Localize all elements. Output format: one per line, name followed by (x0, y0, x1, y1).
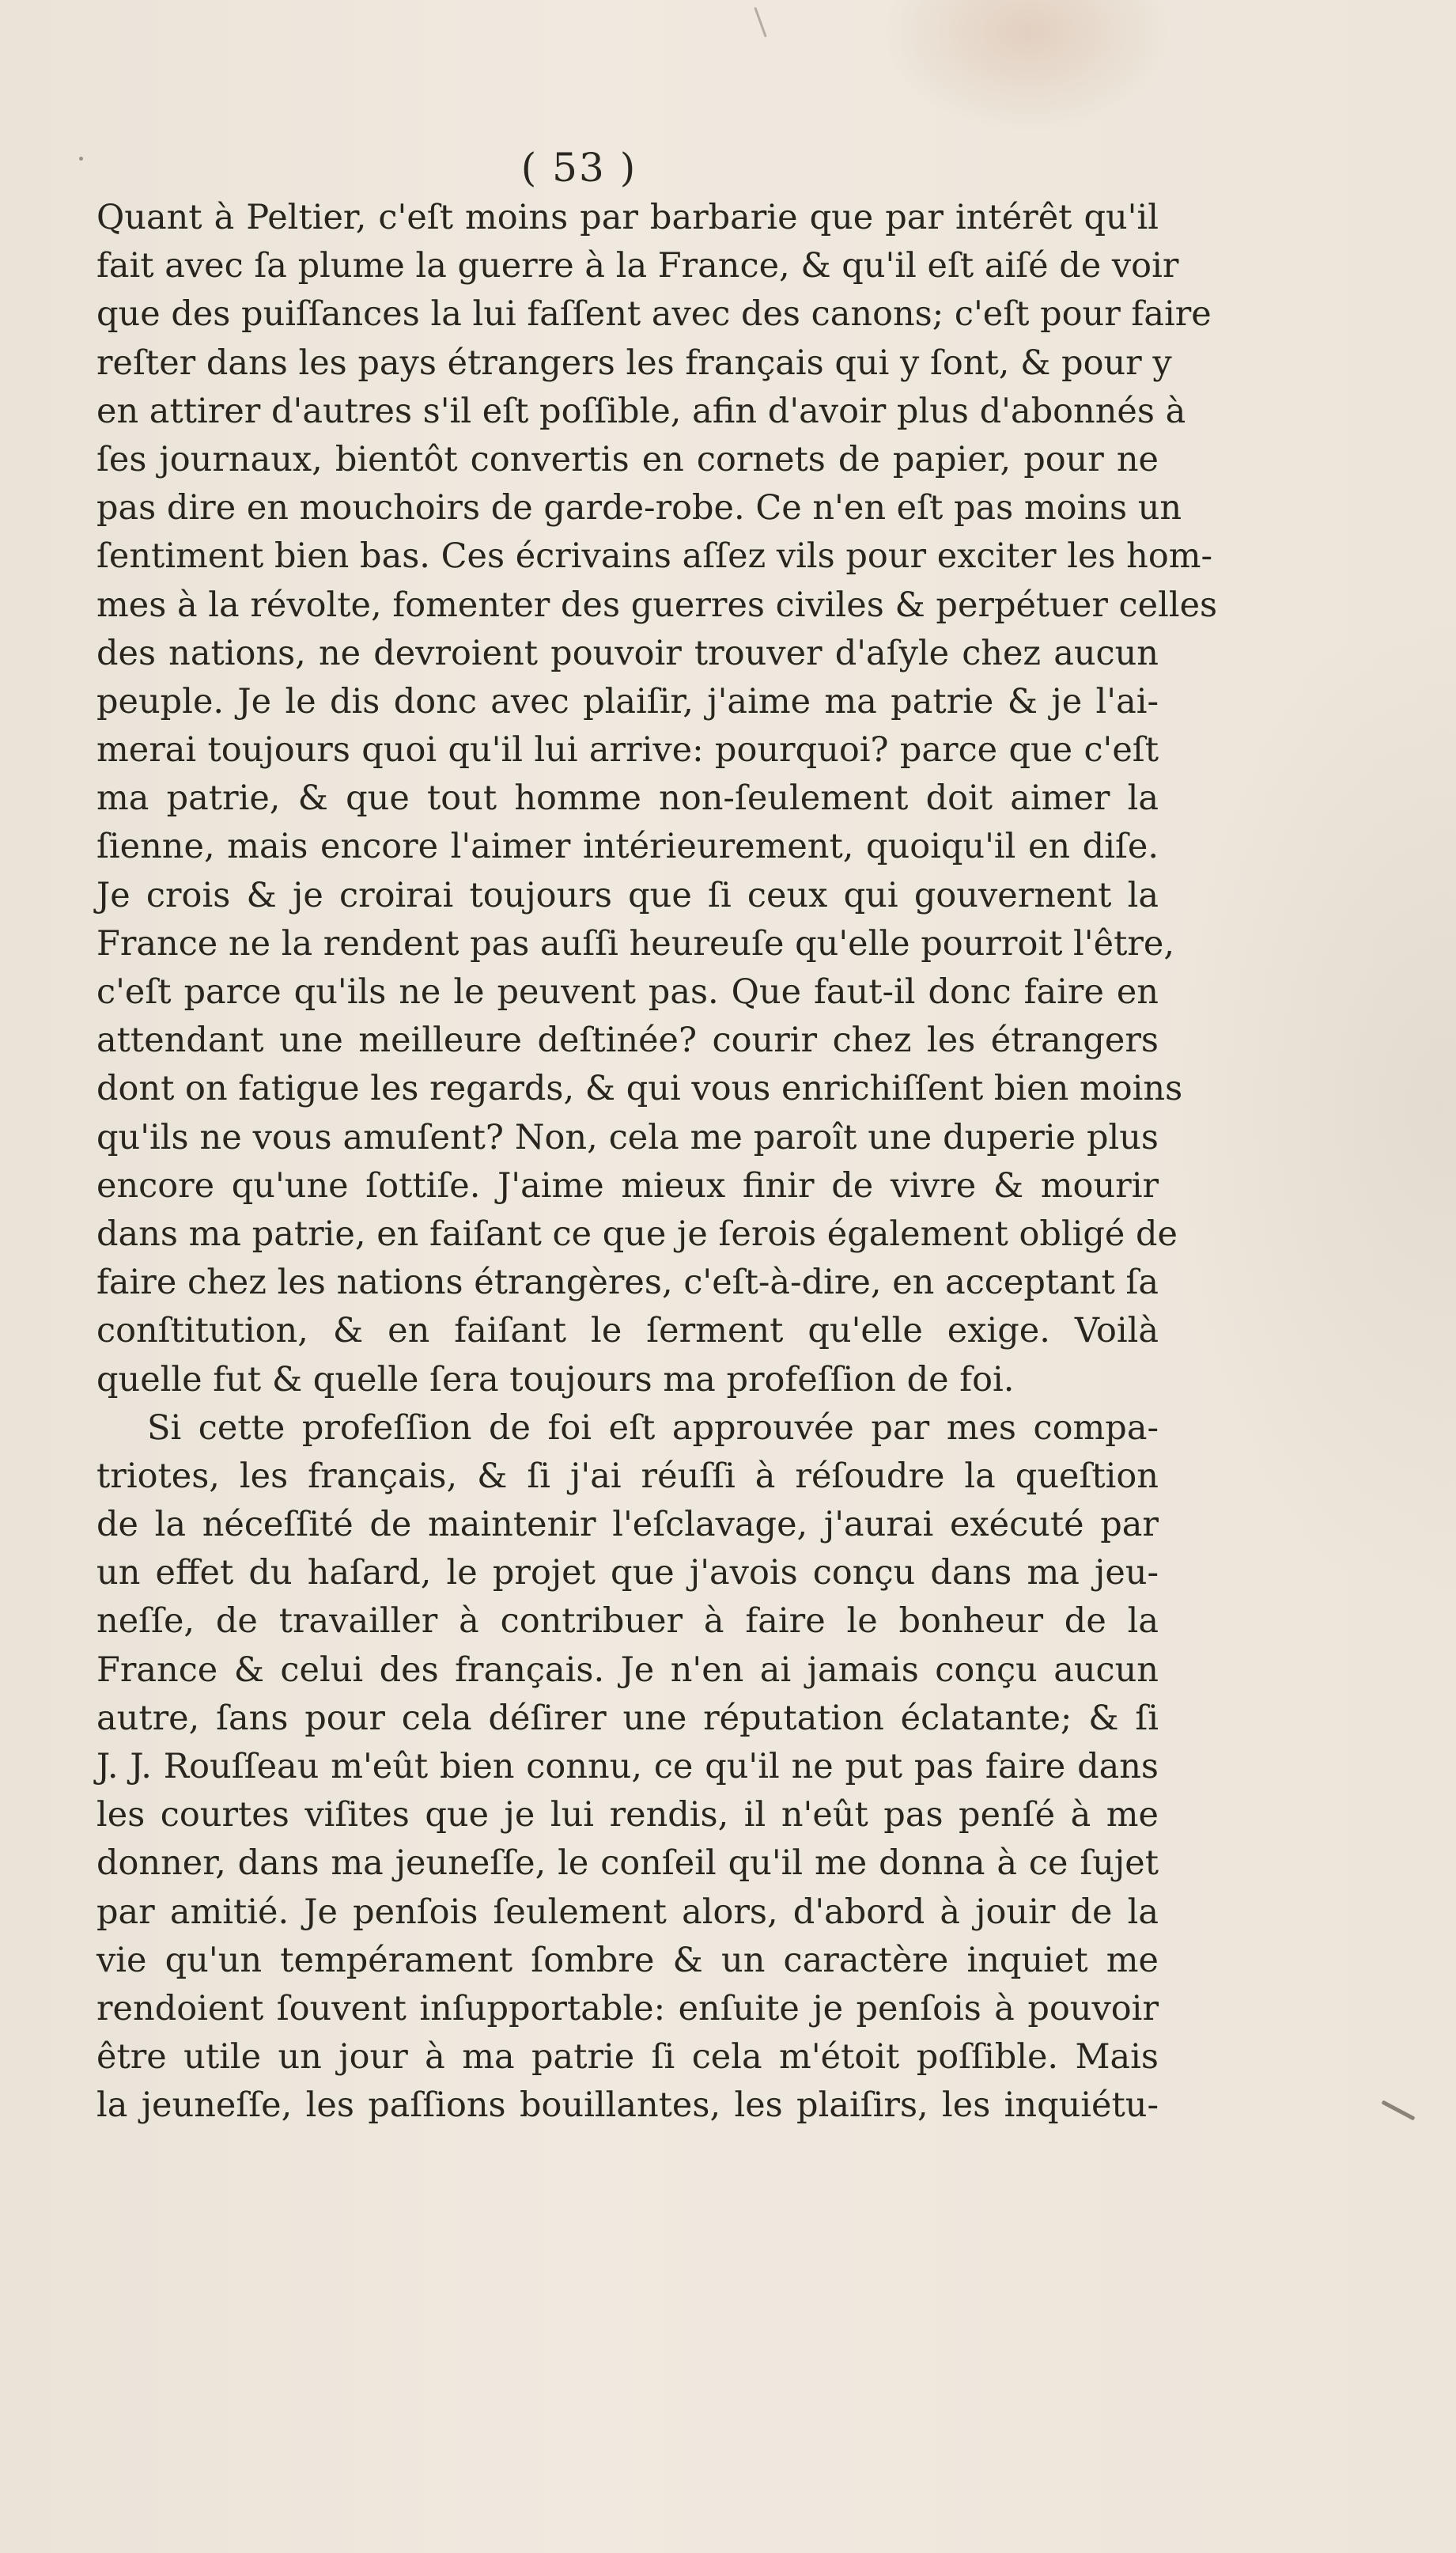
text-line: triotes, les français, & ſi j'ai réuſſi à réſoudre la queſtion (96, 1456, 1159, 1496)
text-line: encore qu'une ſottiſe. J'aime mieux finir de vivre & mourir (96, 1165, 1159, 1206)
text-line: peuple. Je le dis donc avec plaiſir, j'aime ma patrie & je l'ai- (96, 681, 1159, 722)
text-line: neſſe, de travailler à contribuer à faire le bonheur de la (96, 1601, 1159, 1642)
text-line: Quant à Peltier, c'eſt moins par barbarie que par intérêt qu'il (96, 198, 1159, 237)
text-line: faire chez les nations étrangères, c'eſt-à-dire, en acceptant ſa (96, 1263, 1159, 1303)
text-line: France & celui des français. Je n'en ai jamais conçu aucun (96, 1650, 1159, 1690)
text-line: ſentiment bien bas. Ces écrivains aſſez vils pour exciter les hom- (96, 536, 1213, 577)
text-line: que des puiſſances la lui faſſent avec des canons; c'eſt pour faire (96, 294, 1212, 335)
text-line: attendant une meilleure deſtinée? courir chez les étrangers (96, 1021, 1159, 1061)
text-line: Je crois & je croirai toujours que ſi ceux qui gouvernent la (96, 875, 1159, 915)
text-line: en attirer d'autres s'il eſt poſſible, afin d'avoir plus d'abonnés à (96, 391, 1186, 431)
paragraph-1 (96, 194, 1218, 1404)
text-line: autre, ſans pour cela déſirer une réputation éclatante; & ſi (96, 1698, 1159, 1738)
text-line: quelle fut & quelle ſera toujours ma profeſſion de foi. (96, 1359, 1015, 1400)
text-line: un effet du haſard, le projet que j'avois conçu dans ma jeu- (96, 1553, 1159, 1593)
text-line: être utile un jour à ma patrie ſi cela m'étoit poſſible. Mais (96, 2037, 1159, 2078)
ink-speck (79, 157, 83, 161)
body-text (96, 194, 1218, 2131)
text-line: J. J. Rouſſeau m'eût bien connu, ce qu'il ne put pas faire dans (96, 1747, 1159, 1786)
text-line: reſter dans les pays étrangers les français qui y ſont, & pour y (96, 343, 1172, 383)
text-line: Si cette profeſſion de foi eſt approuvée par mes compa- (147, 1407, 1159, 1448)
text-line: ſienne, mais encore l'aimer intérieurement, quoiqu'il en diſe. (96, 827, 1159, 867)
text-line: conſtitution, & en faiſant le ſerment qu'elle exige. Voilà (96, 1311, 1159, 1351)
text-line: ma patrie, & que tout homme non-ſeulement doit aimer la (96, 778, 1159, 819)
text-line: par amitié. Je penſois ſeulement alors, d'abord à jouir de la (96, 1892, 1159, 1932)
text-line: de la néceſſité de maintenir l'eſclavage, j'aurai exécuté par (96, 1505, 1159, 1545)
ink-speck (1382, 2100, 1416, 2120)
text-line: dont on fatigue les regards, & qui vous enrichiſſent bien moins (96, 1069, 1183, 1109)
text-line: ſes journaux, bientôt convertis en cornets de papier, pour ne (96, 439, 1159, 479)
text-line: mes à la révolte, fomenter des guerres civiles & perpétuer celles (96, 585, 1218, 625)
text-line: donner, dans ma jeuneſſe, le conſeil qu'il me donna à ce ſujet (96, 1843, 1159, 1884)
text-line: rendoient ſouvent inſupportable: enſuite je penſois à pouvoir (96, 1988, 1159, 2028)
page-number: ( 53 ) (520, 145, 637, 191)
text-line: dans ma patrie, en faiſant ce que je ſerois également obligé de (96, 1214, 1178, 1254)
text-line: des nations, ne devroient pouvoir trouver d'aſyle chez aucun (96, 633, 1159, 673)
text-line: fait avec ſa plume la guerre à la France, & qu'il eſt aiſé de voir (96, 246, 1179, 286)
ink-speck (754, 7, 766, 38)
text-line: vie qu'un tempérament ſombre & un caractère inquiet me (96, 1940, 1159, 1980)
text-line: France ne la rendent pas auſſi heureuſe qu'elle pourroit l'être, (96, 923, 1175, 964)
paragraph-2 (96, 1404, 1159, 2131)
text-line: merai toujours quoi qu'il lui arrive: pourquoi? parce que c'eſt (96, 730, 1159, 771)
text-line: c'eſt parce qu'ils ne le peuvent pas. Que faut-il donc faire en (96, 972, 1159, 1012)
text-line: les courtes viſites que je lui rendis, il n'eût pas penſé à me (96, 1795, 1159, 1835)
text-line: la jeuneſſe, les paſſions bouillantes, les plaiſirs, les inquiétu- (96, 2085, 1159, 2126)
text-line: qu'ils ne vous amuſent? Non, cela me paroît une duperie plus (96, 1117, 1159, 1157)
text-line: pas dire en mouchoirs de garde-robe. Ce n'en eſt pas moins un (96, 488, 1182, 528)
